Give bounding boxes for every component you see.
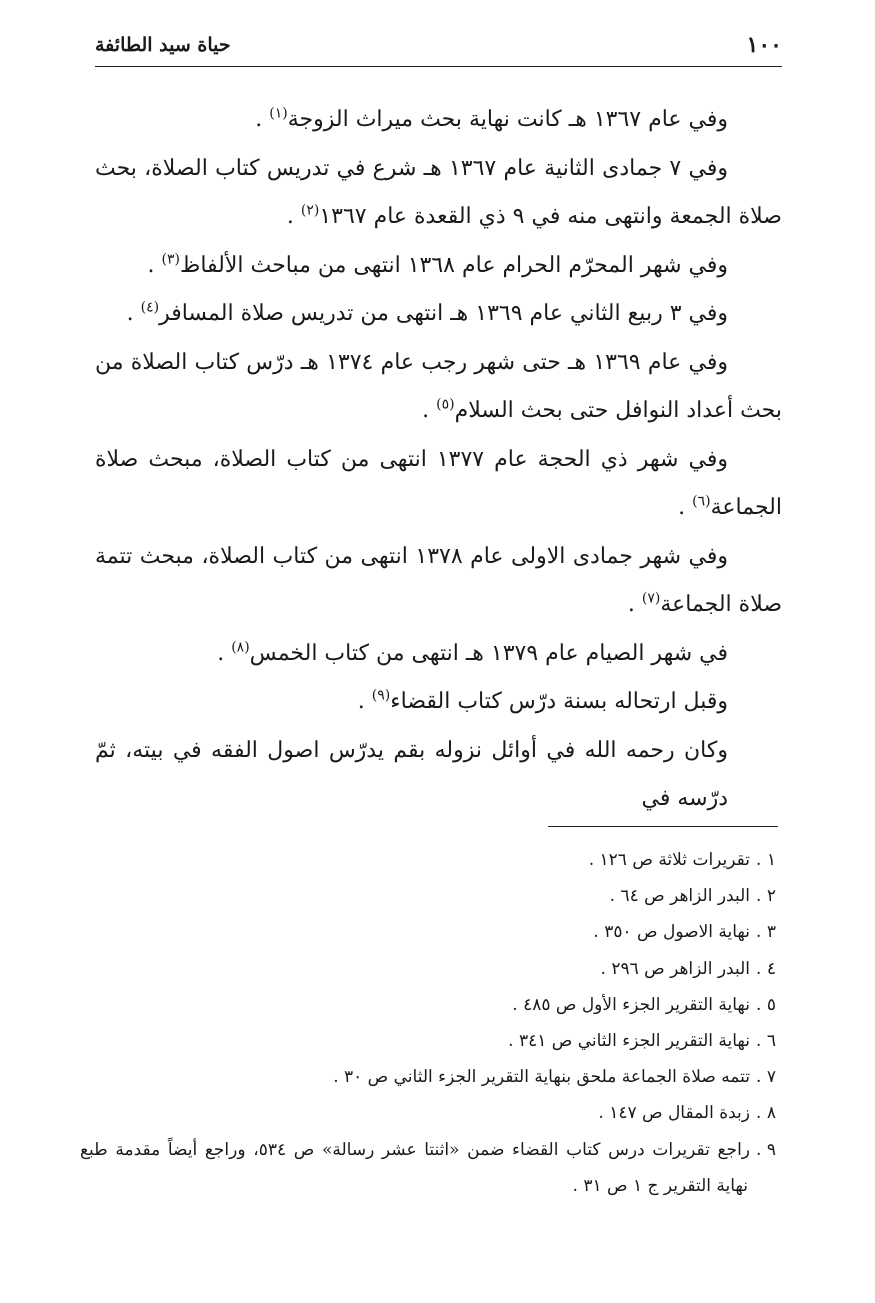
footnote-separator [548,826,778,827]
footnote-number: ١ . [756,850,776,870]
footnote-item [80,987,780,1023]
footnote-item [80,1095,780,1131]
footnote-ref: (٢) [300,202,320,219]
footnote-ref: (٦) [692,493,711,510]
running-title: حياة سيد الطائفة [95,34,231,56]
footnote-number: ٢ . [756,886,776,907]
footnote-item [80,1059,780,1095]
footnote-text: نهاية التقرير الجزء الثاني ص ٣٤١ . [508,1031,750,1052]
page-number: ١٠٠ [746,32,782,58]
paragraph: وفي عام ١٣٦٩ هـ حتى شهر رجب عام ١٣٧٤ هـ درّس كتاب الصلاة من بحث أعداد النوافل حتى بحث السلام$^{(٥)}$ . [95,349,782,423]
footnote-number: ٨ . [756,1103,776,1124]
footnote-item [80,1132,780,1204]
footnote-item [80,951,780,987]
footnote-text: نهاية التقرير الجزء الأول ص ٤٨٥ . [512,994,750,1015]
footnote-text: تتمه صلاة الجماعة ملحق بنهاية التقرير الجزء الثاني ص ٣٠ . [333,1067,750,1088]
footnote-number: ٤ . [756,958,776,979]
footnote-number: ٩ . [756,1139,776,1160]
footnote-ref: (٧) [641,590,661,607]
footnote-item [80,914,780,950]
footnote-ref: (٨) [231,639,250,656]
footnote-item [80,1023,780,1059]
paragraph: وفي ٣ ربيع الثاني عام ١٣٦٩ هـ انتهى من تدريس صلاة المسافر$^{(٤)}$ . [126,299,728,326]
footnote-text: نهاية الاصول ص ٣٥٠ . [593,922,750,943]
paragraph: وفي ٧ جمادى الثانية عام ١٣٦٧ هـ شرع في تدريس كتاب الصلاة، بحث صلاة الجمعة وانتهى منه في ٩ ذي القعدة عام ١٣٦٧$^{(٢)}$ . [95,155,782,229]
footnote-text: راجع تقريرات درس كتاب القضاء ضمن «اثنتا عشر رسالة» ص ٥٣٤، وراجع أيضاً مقدمة طبع نهاية التقرير ج ١ ص ٣١ . [80,1139,750,1196]
footnote-ref: (٤) [140,299,160,316]
paragraph: في شهر الصيام عام ١٣٧٩ هـ انتهى من كتاب الخمس$^{(٨)}$ . [217,639,728,666]
footnote-text: تقريرات ثلاثة ص ١٢٦ . [588,850,750,870]
paragraph: وفي شهر المحرّم الحرام عام ١٣٦٨ انتهى من مباحث الألفاظ$^{(٣)}$ . [147,251,728,278]
main-text [95,96,782,824]
footnote-text: زبدة المقال ص ١٤٧ . [598,1103,750,1124]
page-header [95,30,782,67]
footnote-ref: (١) [269,105,288,122]
footnote-number: ٦ . [756,1031,776,1052]
footnote-text: البدر الزاهر ص ٢٩٦ . [600,958,750,979]
paragraph: وقبل ارتحاله بسنة درّس كتاب القضاء$^{(٩)}$ . [357,687,728,714]
footnote-number: ٣ . [756,922,776,943]
footnote-ref: (٩) [371,687,391,704]
paragraph: وفي عام ١٣٦٧ هـ كانت نهاية بحث ميراث الزوجة$^{(١)}$ . [255,105,728,132]
footnote-item [80,842,780,878]
paragraph: وفي شهر جمادى الاولى عام ١٣٧٨ انتهى من كتاب الصلاة، مبحث تتمة صلاة الجماعة$^{(٧)}$ . [95,543,782,617]
footnote-text: البدر الزاهر ص ٦٤ . [609,886,750,907]
footnote-ref: (٥) [436,396,455,413]
footnotes [80,842,780,1204]
paragraph: وكان رحمه الله في أوائل نزوله بقم يدرّس اصول الفقه في بيته، ثمّ درّسه في [95,737,728,811]
footnote-number: ٥ . [756,994,776,1015]
paragraph: وفي شهر ذي الحجة عام ١٣٧٧ انتهى من كتاب الصلاة، مبحث صلاة الجماعة$^{(٦)}$ . [95,446,782,520]
footnote-item [80,878,780,914]
footnote-ref: (٣) [161,251,180,268]
footnote-number: ٧ . [756,1067,776,1088]
